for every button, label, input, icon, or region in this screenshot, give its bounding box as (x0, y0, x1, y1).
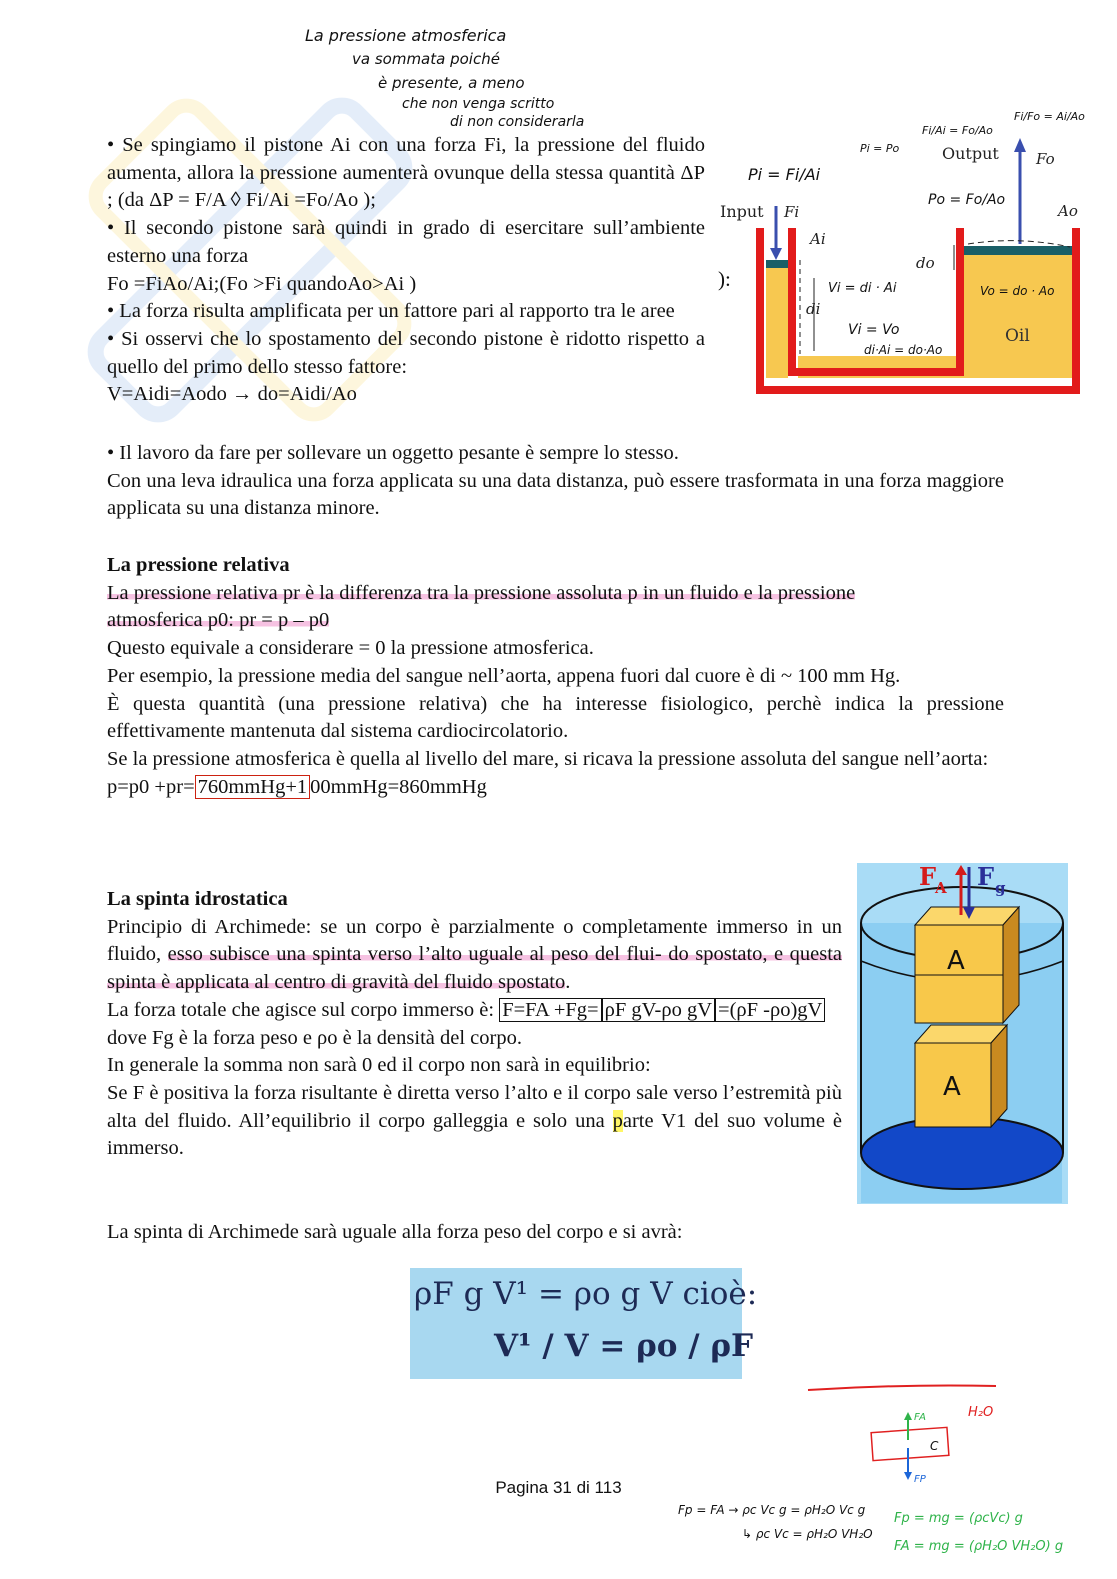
note-po-fo-ao: Po = Fo/Ao (928, 192, 1006, 208)
intro-text-block (107, 132, 705, 409)
note-fi-ai-fo-ao: Fi/Ai = Fo/Ao (922, 124, 993, 137)
note-green1: Fp = mg = (ρcVc) g (894, 1511, 1023, 1526)
handwritten-line: va sommata poiché (352, 50, 500, 68)
boxed-term: F=FA +Fg= (499, 998, 601, 1022)
paragraph: Se F è positiva la forza risultante è diretta verso l’alto e il corpo sale verso l’estremità più alta del fluido. All’equilibrio il corpo galleggia e solo una parte V1 del suo volume è immerso. (107, 1081, 842, 1160)
label-fg-sub: g (995, 879, 1006, 897)
label-do: do (916, 254, 935, 272)
label-oil: Oil (1005, 326, 1030, 346)
formula-line-2: V¹ / V = ρo / ρF (494, 1328, 753, 1364)
paragraph: Principio di Archimede: se un corpo è parzialmente o completamente immerso in un fluido, esso subisce una spinta verso l’alto uguale al peso del flui- do spostato, e questa spinta è applicata al centro di gravità del fluido spostato. (107, 915, 843, 994)
definition-highlight: atmosferica p0: (107, 609, 234, 632)
intro-text-wide (107, 440, 1004, 523)
handwritten-line: è presente, a meno (378, 74, 525, 92)
label-fp-note: FP (914, 1474, 926, 1485)
block2-side-face (991, 1025, 1007, 1127)
boxed-term: 760mmHg+1 (195, 775, 311, 799)
archimedes-section (107, 886, 842, 1163)
archimedes-conclusion (107, 1219, 1004, 1247)
label-fg: F (977, 863, 995, 891)
archimedes-cylinder-diagram (857, 863, 1068, 1204)
cylinder-bottom (861, 1117, 1063, 1189)
highlight-letter: p (612, 1109, 623, 1132)
paragraph: Per esempio, la pressione media del sangue nell’aorta, appena fuori dal cuore è di ~ 100 mm Hg. (107, 664, 901, 687)
hydraulic-press-diagram (718, 96, 1088, 401)
note-vi-vo: Vi = Vo (848, 322, 900, 338)
paragraph: La forza totale che agisce sul corpo immerso è: F=FA +Fg= ρF gV-ρo gV =(ρF -ρo)gV (107, 997, 842, 1025)
paragraph: È questa quantità (una pressione relativa) che ha interesse fisiologico, perchè indica la pressione effettivamente mantenuta dal sistema cardiocircolatorio. (107, 692, 1004, 743)
arrow-fi-head (770, 248, 782, 260)
paragraph: Con una leva idraulica una forza applicata su una data distanza, può essere trasformata in una forza maggiore applicata su una distanza minore. (107, 469, 1004, 520)
section-title: La pressione relativa (107, 554, 290, 576)
paragraph: La spinta di Archimede sarà uguale alla forza peso del corpo e si avrà: (107, 1221, 683, 1243)
note-diai-doao: di·Ai = do·Ao (864, 343, 943, 357)
note-pi-fi-ai: Pi = Fi/Ai (748, 165, 821, 184)
paragraph: • Se spingiamo il pistone Ai con una forza Fi, la pressione del fluido aumenta, allora la pressione aumenterà ovunque della stessa quantità ΔP ; (da ΔP = F/A ◊ Fi/Ai =Fo/Ao ); (107, 134, 705, 212)
note-eq1: Fp = FA → ρc Vc g = ρH₂O Vc g (678, 1503, 866, 1517)
bottom-handwritten-notes (672, 1378, 1112, 1568)
page-footer: Pagina 31 di 113 (495, 1478, 622, 1497)
note-eq2: ↳ ρc Vc = ρH₂O VH₂O (742, 1527, 873, 1541)
definition-highlight: La pressione relativa pr è la differenza tra la pressione assoluta p in un fluido e la pressione (107, 581, 856, 604)
note-ratio: Fi/Fo = Ai/Ao (1014, 110, 1085, 123)
label-input: Input (720, 202, 764, 221)
relative-pressure-section (107, 552, 1004, 801)
paragraph: Questo equivale a considerare = 0 la pressione atmosferica. (107, 637, 594, 660)
arrow-fo-head (1014, 138, 1026, 152)
note-vo: Vo = do · Ao (980, 284, 1055, 298)
equation-line: p=p0 +pr= 760mmHg+1 00mmHg=860mmHg (107, 775, 487, 798)
label-fa-note: FA (914, 1412, 927, 1423)
piston-output (964, 246, 1072, 255)
paragraph: Fo =FiAo/Ai;(Fo >Fi quandoAo>Ai ) (107, 272, 417, 295)
archimedes-formula-box (410, 1268, 758, 1379)
paragraph: • Si osservi che lo spostamento del secondo pistone è ridotto rispetto a quello del primo dello stesso fattore: (107, 327, 705, 378)
boxed-term: =(ρF -ρo)gV (715, 998, 825, 1022)
note-vi: Vi = di · Ai (828, 281, 897, 296)
red-line (808, 1386, 996, 1391)
label-di: di (806, 300, 821, 318)
oil-left (766, 266, 788, 378)
boxed-term: ρF gV-ρo gV (602, 998, 715, 1022)
oil-right (964, 253, 1072, 378)
label-ao: Ao (1058, 202, 1078, 220)
label-fa-sub: A (935, 879, 947, 897)
note-pi-po: Pi = Po (860, 142, 900, 155)
block-label: A (943, 1072, 961, 1102)
formula-line-1: ρF g V¹ = ρo g V cioè: (414, 1276, 758, 1312)
label-fa: F (919, 863, 937, 891)
paragraph: • La forza risulta amplificata per un fattore pari al rapporto tra le aree (107, 300, 675, 323)
handwritten-line: La pressione atmosferica (305, 26, 507, 45)
handwritten-line: di non considerarla (450, 114, 585, 130)
label-ai: Ai (810, 230, 826, 248)
definition-formula: pr = p – p0 (233, 609, 330, 632)
section-title: La spinta idrostatica (107, 888, 288, 910)
principle-highlight: esso subisce una spinta verso l’alto uguale al peso del flui- do spostato, e questa spinta è applicata al centro di gravità del fluido spostato (107, 943, 843, 994)
paragraph: V=Aidi=Aodo → do=Aidi/Ao (107, 383, 357, 406)
paragraph: In generale la somma non sarà 0 ed il corpo non sarà in equilibrio: (107, 1054, 651, 1077)
note-green2: FA = mg = (ρH₂O VH₂O) g (894, 1539, 1064, 1554)
paragraph: • Il secondo pistone sarà quindi in grado di esercitare sull’ambiente esterno una forza (107, 217, 705, 267)
handwritten-line: che non venga scritto (402, 96, 555, 112)
label-fo: Fo (1036, 150, 1055, 168)
cut-text: ): (718, 267, 731, 291)
block-label: A (947, 946, 965, 976)
paragraph: Se la pressione atmosferica è quella al livello del mare, si ricava la pressione assoluta del sangue nell’aorta: (107, 747, 989, 770)
arrow-fa-note-head (904, 1412, 912, 1420)
paragraph: • Il lavoro da fare per sollevare un oggetto pesante è sempre lo stesso. (107, 442, 679, 464)
label-output: Output (942, 144, 999, 163)
label-fi: Fi (784, 203, 800, 221)
label-c: C (930, 1439, 939, 1453)
paragraph: dove Fg è la forza peso e ρo è la densità del corpo. (107, 1026, 522, 1049)
block-side-face (1003, 907, 1019, 1023)
label-h2o: H₂O (968, 1405, 994, 1420)
